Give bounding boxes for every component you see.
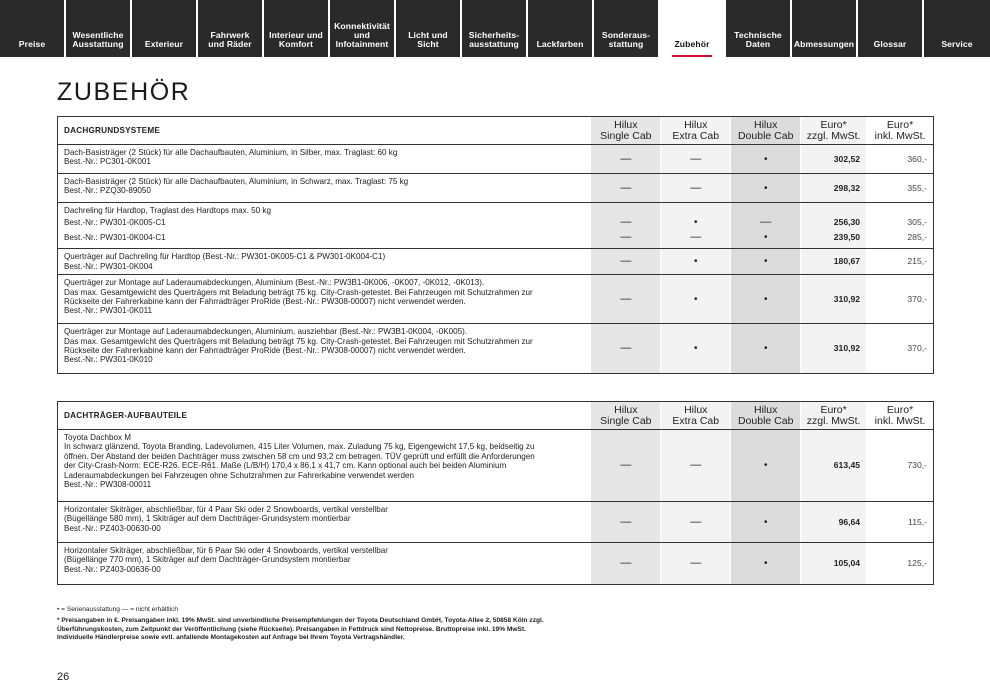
gross-price: 115,- [908, 516, 927, 527]
nav-tab-wesentliche-ausstattung[interactable] [66, 0, 130, 57]
description-line: Best.-Nr.: PW301-0K005-C1 [64, 218, 166, 228]
nav-tab-label: Interieur und Komfort [269, 30, 323, 49]
nav-tab-label: Wesentliche Ausstattung [72, 30, 124, 49]
standard-dot-marker: • [763, 343, 768, 355]
item-description [58, 249, 590, 274]
nav-tab-sonderaus-stattung[interactable] [594, 0, 658, 57]
gross-price-cell [866, 430, 933, 501]
description-line: Best.-Nr.: PZQ30-89050 [64, 186, 151, 196]
table-heading: DACHTRÄGER-AUFBAUTEILE [64, 410, 188, 420]
nav-tab-label: Lackfarben [536, 39, 584, 49]
availability-cell [730, 203, 800, 248]
not-available-dash: — [690, 181, 702, 194]
description-line: Best.-Nr.: PW301-0K010 [64, 355, 153, 365]
availability-cell [590, 249, 660, 274]
standard-dot-marker: • [694, 256, 698, 268]
column-header-c1: Hilux Single Cab [590, 117, 660, 144]
table-header [58, 402, 933, 430]
description-line: Dach-Basisträger (2 Stück) für alle Dachaufbauten, Aluminium, in Schwarz, max. Traglast: 75 kg [64, 177, 409, 186]
nav-tab-zubehör[interactable] [660, 0, 724, 57]
net-price-cell [800, 203, 866, 248]
description-line: der City-Crash-Norm: ECE-R26. ECE-R61. Maße (L/B/H) 170,4 x 86,1 x 41,7 cm. Kann optional auch bei beiden Aluminium [64, 461, 507, 471]
nav-tab-label: Abmessungen [793, 39, 855, 49]
availability-cell [660, 543, 730, 584]
nav-tab-abmessungen[interactable] [792, 0, 856, 57]
table-row [58, 324, 933, 373]
nav-tab-preise[interactable] [0, 0, 64, 57]
standard-dot-marker: • [763, 558, 768, 569]
gross-price-cell [866, 324, 933, 373]
net-price: 302,52 [833, 153, 861, 164]
availability-cell [660, 502, 730, 542]
description-line: Dachreling für Hardtop, Traglast des Hardtops max. 50 kg [64, 206, 271, 215]
description-line: Das max. Gesamtgewicht des Querträgers mit Beladung beträgt 75 kg. City-Crash-getestet. Bei Fahrzeugen mit Schutzrahmen zur [64, 287, 533, 297]
not-available-dash: — [620, 216, 632, 229]
nav-tab-sicherheits-ausstattung[interactable] [462, 0, 526, 57]
table-row [58, 430, 933, 502]
nav-tab-interieur-und-komfort[interactable] [264, 0, 328, 57]
not-available-dash: — [620, 342, 632, 355]
not-available-dash: — [620, 515, 632, 528]
net-price: 310,92 [833, 343, 861, 354]
standard-dot-marker: • [763, 460, 768, 471]
net-price: 298,32 [833, 182, 861, 193]
availability-cell [590, 502, 660, 542]
net-price-cell [800, 145, 866, 173]
nav-tab-label: Exterieur [144, 39, 184, 49]
net-price: 613,45 [833, 460, 861, 470]
description-line: Horizontaler Skiträger, abschließbar, für 6 Paar Ski oder 4 Snowboards, vertikal verstellbar [64, 546, 388, 555]
nav-tab-label: Sicherheits- ausstattung [468, 30, 520, 49]
description-line: Best.-Nr.: PW308-00011 [64, 480, 152, 490]
net-price: 239,50 [833, 232, 861, 243]
gross-price: 285,- [907, 232, 927, 243]
item-description [58, 543, 590, 584]
net-price-cell [800, 502, 866, 542]
description-line: Toyota Dachbox M [64, 433, 132, 442]
gross-price: 305,- [907, 217, 927, 228]
availability-cell [590, 174, 660, 202]
roof-rack-attachments-table [57, 401, 934, 585]
column-header-c2: Hilux Extra Cab [660, 402, 730, 429]
gross-price: 355,- [907, 182, 927, 193]
gross-price-cell [866, 174, 933, 202]
standard-dot-marker: • [763, 232, 768, 244]
availability-cell [730, 324, 800, 373]
column-header-c2: Hilux Extra Cab [660, 117, 730, 144]
availability-cell [590, 203, 660, 248]
gross-price: 370,- [907, 343, 927, 354]
standard-dot-marker: • [694, 217, 698, 229]
column-header-c5: Euro* inkl. MwSt. [866, 402, 933, 429]
nav-tab-label: Service [941, 39, 973, 49]
nav-tab-fahrwerk-und-räder[interactable] [198, 0, 262, 57]
not-available-dash: — [620, 557, 632, 569]
not-available-dash: — [620, 231, 632, 244]
description-line: Best.-Nr.: PW301-0K011 [64, 306, 153, 316]
availability-cell [660, 275, 730, 323]
column-header-c5: Euro* inkl. MwSt. [866, 117, 933, 144]
item-description [58, 324, 590, 373]
nav-tab-label: Glossar [873, 39, 907, 49]
description-line: In schwarz glänzend, Toyota Branding, Ladevolumen, 415 Liter Volumen, max. Zuladung 75 kg, Eigengewicht 17,5 kg, beidseitig zu [64, 442, 535, 452]
description-line: Best.-Nr.: PC301-0K001 [64, 157, 151, 167]
gross-price-cell [866, 275, 933, 323]
availability-cell [730, 502, 800, 542]
nav-tab-label: Konnektivität und Infotainment [334, 21, 390, 49]
table-row [58, 275, 933, 324]
gross-price: 215,- [907, 256, 927, 267]
item-description [58, 203, 590, 248]
page-number: 26 [57, 671, 70, 683]
net-price-cell [800, 430, 866, 501]
availability-cell [660, 145, 730, 173]
nav-tab-label: Sonderaus- stattung [601, 30, 651, 49]
not-available-dash: — [620, 459, 632, 471]
description-line: Das max. Gesamtgewicht des Querträgers mit Beladung beträgt 75 kg. City-Crash-getestet. Bei Fahrzeugen mit Schutzrahmen zur [64, 336, 533, 346]
nav-tab-service[interactable] [924, 0, 990, 57]
nav-tab-exterieur[interactable] [132, 0, 196, 57]
gross-price-cell [866, 249, 933, 274]
column-header-c4: Euro* zzgl. MwSt. [800, 117, 866, 144]
top-navigation [0, 0, 990, 57]
description-line: Best.-Nr.: PZ403-00630-00 [64, 523, 161, 533]
description-line: Best.-Nr.: PW301-0K004-C1 [64, 233, 166, 243]
gross-price: 125,- [907, 558, 927, 568]
nav-tab-label: Preise [18, 39, 46, 49]
price-footnote: * Preisangaben in €. Preisangaben inkl. 19% MwSt. sind unverbindliche Preisempfehlungen der Toyota Deutschland GmbH, Toyota-Allee 2, 50858 Köln zzgl. Überführungskosten, zum Zeitpunkt der Veröffentlichung (siehe Rückseite). Preisangaben in Fettdruck sind Nettopreise. Bruttopreise inkl. 19% MwSt. Individuelle Händlerpreise sowie evtl. anfallende Montagekosten auf Anfrage bei Ihrem Toyota Vertragshändler. [57, 617, 544, 641]
description-line: Horizontaler Skiträger, abschließbar, für 4 Paar Ski oder 2 Snowboards, vertikal verstellbar [64, 505, 388, 514]
roof-base-systems-table [57, 116, 934, 374]
availability-cell [660, 430, 730, 501]
not-available-dash: — [760, 216, 772, 229]
description-line: Laderaumabdeckungen bei Fahrzeugen ohne Schutzrahmen zur Fahrerkabine verwendet werden [64, 470, 415, 480]
description-line: (Bügellänge 580 mm), 1 Skiträger auf dem Dachträger-Grundsystem montierbar [64, 514, 351, 524]
not-available-dash: — [690, 515, 702, 528]
column-header-c4: Euro* zzgl. MwSt. [800, 402, 866, 429]
table-heading: DACHGRUNDSYSTEME [64, 125, 160, 135]
standard-dot-marker: • [763, 153, 768, 165]
availability-cell [730, 275, 800, 323]
net-price-cell [800, 174, 866, 202]
not-available-dash: — [620, 255, 632, 268]
not-available-dash: — [620, 181, 632, 194]
nav-tab-lackfarben[interactable] [528, 0, 592, 57]
net-price: 180,67 [833, 256, 861, 267]
table-row [58, 203, 933, 249]
description-line: Querträger zur Montage auf Laderaumabdeckungen, Aluminium (Best.-Nr.: PW3B1-0K006, -0K007, -0K012, -0K013). [64, 278, 485, 288]
description-line: öffnen. Der Abstand der beiden Dachträger muss zwischen 58 cm und 93,2 cm betragen. TÜV geprüft und erfüllt die Anforderungen [64, 451, 535, 461]
availability-cell [590, 145, 660, 173]
standard-dot-marker: • [763, 293, 768, 305]
table-header [58, 117, 933, 145]
availability-cell [730, 174, 800, 202]
net-price-cell [800, 324, 866, 373]
table-row [58, 249, 933, 275]
net-price-cell [800, 249, 866, 274]
nav-tab-konnektivität-und-infotainment[interactable] [330, 0, 394, 57]
gross-price-cell [866, 145, 933, 173]
availability-cell [660, 174, 730, 202]
gross-price-cell [866, 543, 933, 584]
net-price: 105,04 [833, 558, 861, 568]
column-header-c3: Hilux Double Cab [730, 117, 800, 144]
not-available-dash: — [690, 152, 702, 165]
description-line: Querträger zur Montage auf Laderaumabdeckungen, Aluminium, ausziehbar (Best.-Nr.: PW3B1-0K004, -0K005). [64, 327, 468, 337]
not-available-dash: — [620, 292, 632, 305]
item-description [58, 145, 590, 173]
net-price: 310,92 [833, 293, 861, 304]
nav-tab-label: Zubehör [674, 39, 710, 49]
nav-tab-label: Fahrwerk und Räder [208, 30, 252, 49]
nav-tab-glossar[interactable] [858, 0, 922, 57]
availability-cell [730, 249, 800, 274]
availability-cell [660, 249, 730, 274]
availability-cell [590, 275, 660, 323]
description-line: Querträger auf Dachreling für Hardtop (Best.-Nr.: PW301-0K005-C1 & PW301-0K004-C1) [64, 252, 386, 262]
item-description [58, 430, 590, 501]
standard-dot-marker: • [694, 343, 698, 355]
footnotes [57, 606, 617, 642]
nav-tab-licht-und-sicht[interactable] [396, 0, 460, 57]
availability-cell [590, 430, 660, 501]
description-line: (Bügellänge 770 mm), 1 Skiträger auf dem Dachträger-Grundsystem montierbar [64, 555, 351, 565]
nav-tab-technische-daten[interactable] [726, 0, 790, 57]
column-header-c1: Hilux Single Cab [590, 402, 660, 429]
not-available-dash: — [690, 231, 702, 244]
gross-price: 730,- [907, 460, 927, 470]
net-price-cell [800, 275, 866, 323]
description-line: Rückseite der Fahrerkabine kann der Fahrradträger ProRide (Best.-Nr.: PW308-00007) nicht verwendet werden. [64, 297, 466, 307]
availability-cell [660, 203, 730, 248]
gross-price-cell [866, 502, 933, 542]
gross-price-cell [866, 203, 933, 248]
standard-dot-marker: • [763, 516, 768, 528]
net-price-cell [800, 543, 866, 584]
description-line: Rückseite der Fahrerkabine kann der Fahrradträger ProRide (Best.-Nr.: PW308-00007) nicht verwendet werden. [64, 346, 466, 356]
not-available-dash: — [620, 152, 632, 165]
nav-tab-label: Technische Daten [734, 30, 782, 49]
availability-cell [660, 324, 730, 373]
column-header-c3: Hilux Double Cab [730, 402, 800, 429]
table-row [58, 174, 933, 203]
availability-cell [590, 324, 660, 373]
availability-cell [730, 145, 800, 173]
standard-dot-marker: • [763, 182, 768, 194]
gross-price: 370,- [907, 293, 927, 304]
page-title: ZUBEHÖR [57, 78, 191, 106]
availability-cell [730, 543, 800, 584]
item-description [58, 502, 590, 542]
table-row [58, 145, 933, 174]
item-description [58, 174, 590, 202]
item-description [58, 275, 590, 323]
not-available-dash: — [690, 459, 702, 471]
table-row [58, 543, 933, 584]
net-price: 256,30 [833, 217, 861, 228]
description-line: Best.-Nr.: PW301-0K004 [64, 261, 153, 271]
description-line: Best.-Nr.: PZ403-00636-00 [64, 564, 161, 574]
description-line: Dach-Basisträger (2 Stück) für alle Dachaufbauten, Aluminium, in Silber, max. Traglast: 60 kg [64, 148, 398, 157]
gross-price: 360,- [907, 153, 927, 164]
standard-dot-marker: • [763, 256, 768, 268]
table-row [58, 502, 933, 543]
not-available-dash: — [690, 557, 702, 569]
standard-dot-marker: • [694, 293, 698, 305]
availability-cell [590, 543, 660, 584]
net-price: 96,64 [838, 516, 861, 527]
legend-note: • = Serienausstattung — = nicht erhältlich [57, 606, 179, 613]
nav-tab-label: Licht und Sicht [408, 30, 448, 49]
availability-cell [730, 430, 800, 501]
